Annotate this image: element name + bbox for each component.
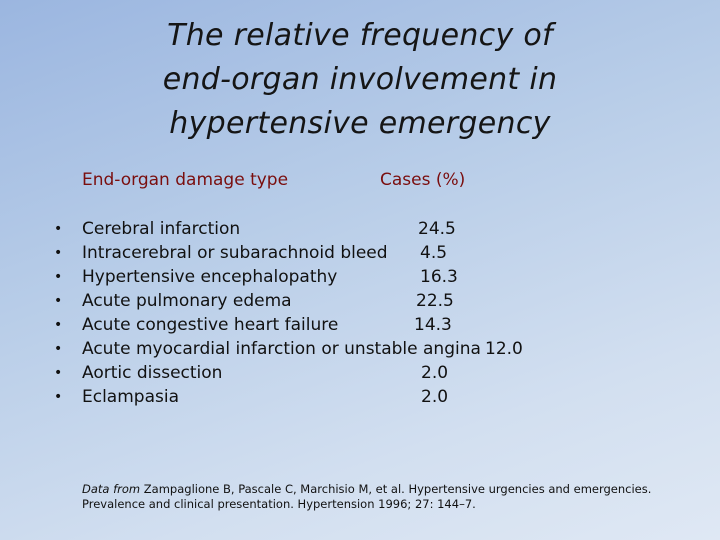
bullet-icon: •: [54, 293, 63, 309]
bullet-icon: •: [54, 389, 63, 405]
list-item: [0, 241, 720, 265]
row-label: Acute congestive heart failure: [82, 315, 339, 335]
title-line-3: hypertensive emergency: [169, 106, 551, 141]
row-value: 4.5: [420, 243, 448, 263]
row-label: Aortic dissection: [82, 363, 223, 383]
title-line-2: end-organ involvement in: [162, 62, 558, 97]
reference-line-2: Prevalence and clinical presentation. Hypertension 1996; 27: 144–7.: [82, 497, 476, 511]
column-header-type: End-organ damage type: [82, 170, 289, 190]
row-label: Acute myocardial infarction or unstable angina: [82, 339, 481, 359]
row-value: 12.0: [485, 339, 523, 359]
list-item: [0, 313, 720, 337]
list-item: [0, 289, 720, 313]
row-value: 14.3: [414, 315, 452, 335]
list-item: [0, 337, 720, 361]
reference-citation: [82, 482, 682, 512]
row-label: Eclampasia: [82, 387, 179, 407]
reference-prefix: Data from: [82, 482, 141, 496]
list-item: [0, 217, 720, 241]
row-label: Cerebral infarction: [82, 219, 241, 239]
row-value: 2.0: [421, 387, 449, 407]
list-item: [0, 265, 720, 289]
column-header-cases: Cases (%): [380, 170, 466, 190]
reference-text-1: Zampaglione B, Pascale C, Marchisio M, et al. Hypertensive urgencies and emergencies.: [140, 482, 652, 496]
list-item: [0, 361, 720, 385]
title-line-1: The relative frequency of: [167, 18, 553, 53]
reference-line-1: [82, 482, 682, 497]
slide-title: [110, 14, 610, 146]
row-value: 16.3: [420, 267, 458, 287]
row-value: 2.0: [421, 363, 449, 383]
bullet-icon: •: [54, 221, 63, 237]
row-value: 22.5: [416, 291, 454, 311]
bullet-icon: •: [54, 269, 63, 285]
row-label: Intracerebral or subarachnoid bleed: [82, 243, 388, 263]
bullet-icon: •: [54, 341, 63, 357]
bullet-icon: •: [54, 365, 63, 381]
list-item: [0, 385, 720, 409]
row-label: Hypertensive encephalopathy: [82, 267, 338, 287]
row-label: Acute pulmonary edema: [82, 291, 292, 311]
bullet-icon: •: [54, 317, 63, 333]
row-value: 24.5: [418, 219, 456, 239]
bullet-icon: •: [54, 245, 63, 261]
